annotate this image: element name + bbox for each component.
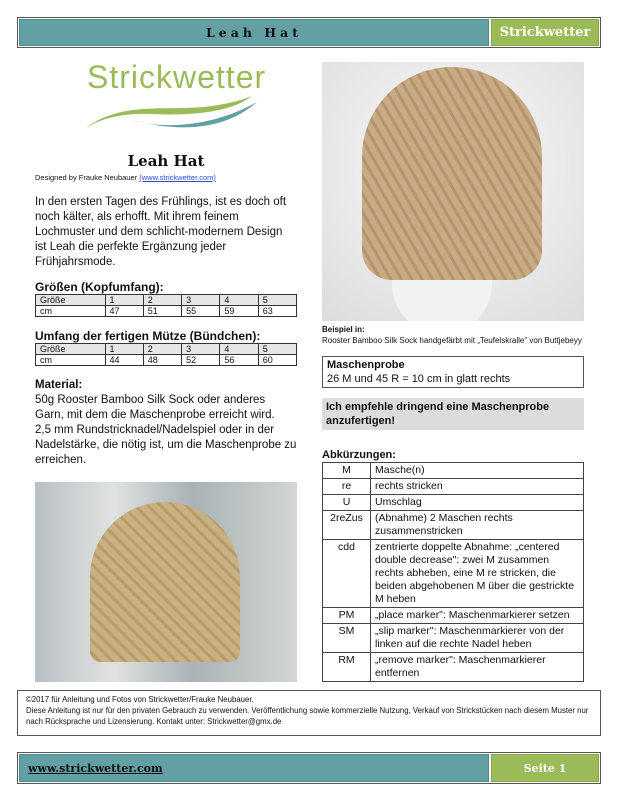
abbrev-row — [323, 511, 584, 540]
table-cell: 2 — [143, 295, 181, 306]
table-cell: 56 — [220, 355, 258, 366]
website-link[interactable]: (www.strickwetter.com) — [139, 173, 216, 182]
sizes-head-heading: Größen (Kopfumfang): — [35, 280, 164, 294]
header-title: Leah Hat — [206, 25, 302, 40]
header-brand: Strickwetter — [491, 19, 599, 46]
table-cell: 1 — [105, 295, 143, 306]
table-cell: Größe — [36, 344, 106, 355]
table-cell: „remove marker": Maschenmarkierer entfernen — [371, 653, 584, 682]
abbrev-heading: Abkürzungen: — [322, 449, 396, 461]
table-cell: U — [323, 495, 371, 511]
abbrev-row — [323, 624, 584, 653]
table-row — [36, 306, 297, 317]
gauge-box: Maschenprobe 26 M und 45 R = 10 cm in glatt rechts — [322, 356, 584, 388]
strickwetter-logo: Strickwetter — [82, 58, 257, 130]
abbrev-row — [323, 463, 584, 479]
table-cell: „place marker": Maschenmarkierer setzen — [371, 608, 584, 624]
table-cell: re — [323, 479, 371, 495]
table-cell: 3 — [182, 295, 220, 306]
table-cell: rechts stricken — [371, 479, 584, 495]
table-cell: cm — [36, 306, 106, 317]
sizes-brim-heading: Umfang der fertigen Mütze (Bündchen): — [35, 329, 261, 343]
table-cell: SM — [323, 624, 371, 653]
table-cell: (Abnahme) 2 Maschen rechts zusammenstricken — [371, 511, 584, 540]
table-cell: 44 — [105, 355, 143, 366]
right-column — [322, 62, 584, 682]
designer-line: Designed by Frauke Neubauer (www.strickwetter.com) — [35, 173, 216, 182]
table-cell: „slip marker": Maschenmarkierer von der linken auf die rechte Nadel heben — [371, 624, 584, 653]
table-row — [36, 355, 297, 366]
page-title: Leah Hat — [127, 152, 205, 170]
abbrev-table — [322, 462, 584, 682]
abbrev-row — [323, 479, 584, 495]
recommend-box: Ich empfehle dringend eine Maschenprobe anzufertigen! — [322, 398, 584, 430]
abbrev-row — [323, 495, 584, 511]
table-cell: 5 — [258, 295, 296, 306]
abbrev-row — [323, 540, 584, 608]
hat-mannequin-photo — [322, 62, 584, 321]
table-cell: 52 — [182, 355, 220, 366]
table-cell: Größe — [36, 295, 106, 306]
table-cell: M — [323, 463, 371, 479]
table-row — [36, 344, 297, 355]
table-cell: 48 — [143, 355, 181, 366]
table-cell: zentrierte doppelte Abnahme: „centered double decrease": zwei M zusammen rechts abheben, eine M re stricken, die beiden abgehobenen M über die gestrickte M heben — [371, 540, 584, 608]
abbrev-row — [323, 608, 584, 624]
table-cell: 47 — [105, 306, 143, 317]
table-cell: 63 — [258, 306, 296, 317]
table-cell: 1 — [105, 344, 143, 355]
table-cell: 55 — [182, 306, 220, 317]
table-cell: 59 — [220, 306, 258, 317]
footer-url-link[interactable]: www.strickwetter.com — [28, 761, 163, 775]
table-cell: 4 — [220, 344, 258, 355]
table-cell: 2 — [143, 344, 181, 355]
table-cell: 3 — [182, 344, 220, 355]
table-cell: PM — [323, 608, 371, 624]
copyright-box: ©2017 für Anleitung und Fotos von Strickwetter/Frauke Neubauer. Diese Anleitung ist nur für den privaten Gebrauch zu verwenden. Veröffentlichung sowie kommerzielle Nutzung, Verkauf von Strickstücken nach diesem Muster nur nach Rücksprache und Lizensierung. Kontakt unter: Strickwetter@gmx.de — [17, 690, 601, 736]
sizes-brim-table — [35, 343, 297, 366]
table-cell: Umschlag — [371, 495, 584, 511]
example-caption: Beispiel in: Rooster Bamboo Silk Sock handgefärbt mit „Teufelskralle" von Buttjebeyy — [322, 325, 582, 345]
table-cell: 2reZus — [323, 511, 371, 540]
table-cell: 4 — [220, 295, 258, 306]
left-column — [35, 58, 297, 682]
intro-text: In den ersten Tagen des Frühlings, ist es doch oft noch kälter, als erhofft. Mit ihrem feinem Lochmuster und dem schlicht-modernem Design ist Leah die perfekte Ergänzung jeder Frühjahrsmode. — [35, 196, 287, 268]
page-number: Seite 1 — [491, 754, 599, 782]
table-cell: cm — [36, 355, 106, 366]
table-row — [36, 295, 297, 306]
header-bar — [17, 17, 601, 48]
material-section: Material: 50g Rooster Bamboo Silk Sock oder anderes Garn, mit dem die Maschenprobe erreicht wird. 2,5 mm Rundstricknadel/Nadelspiel oder in der Nadelstärke, die nötig ist, um die Maschenprobe zu erreichen. — [35, 379, 297, 466]
table-cell: 60 — [258, 355, 296, 366]
footer-bar — [17, 752, 601, 784]
table-cell: 51 — [143, 306, 181, 317]
table-cell: cdd — [323, 540, 371, 608]
hat-flat-photo — [35, 482, 297, 682]
table-cell: Masche(n) — [371, 463, 584, 479]
table-cell: 5 — [258, 344, 296, 355]
sizes-head-table — [35, 294, 297, 317]
table-cell: RM — [323, 653, 371, 682]
abbrev-row — [323, 653, 584, 682]
